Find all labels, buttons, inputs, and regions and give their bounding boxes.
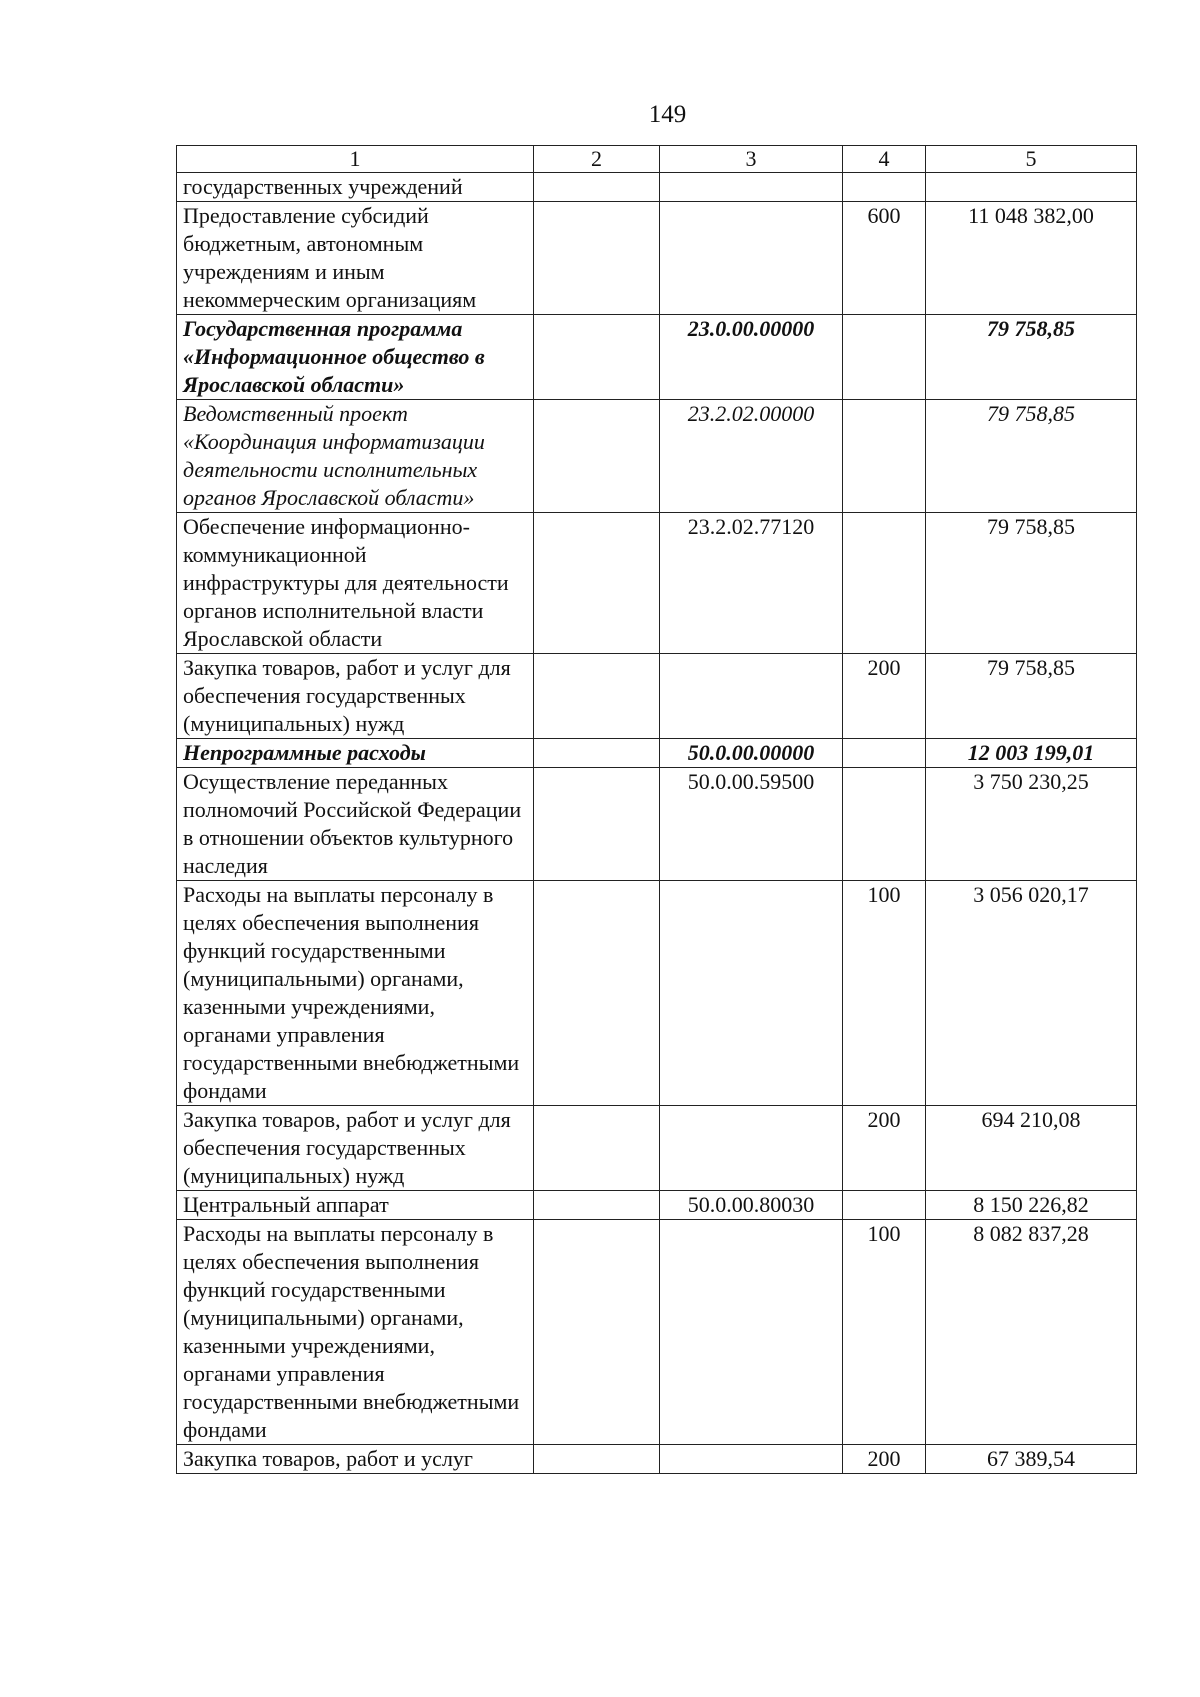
row-code [660,654,843,739]
row-amount: 8 082 837,28 [926,1220,1137,1445]
row-col2 [534,654,660,739]
table-row [177,400,1137,513]
table-row [177,654,1137,739]
budget-table [176,145,1137,1474]
header-col-5: 5 [926,146,1137,173]
row-col2 [534,315,660,400]
table-row [177,739,1137,768]
row-name: Ведомственный проект «Координация информатизации деятельности исполнительных органов Ярославской области» [177,400,534,513]
row-expense-type: 200 [843,1106,926,1191]
row-code: 23.2.02.00000 [660,400,843,513]
row-name: Расходы на выплаты персоналу в целях обеспечения выполнения функций государственными (муниципальными) органами, казенными учреждениями, органами управления государственными внебюджетными фондами [177,1220,534,1445]
row-expense-type [843,768,926,881]
header-col-1: 1 [177,146,534,173]
row-expense-type: 100 [843,1220,926,1445]
row-col2 [534,173,660,202]
row-code [660,202,843,315]
row-amount: 79 758,85 [926,654,1137,739]
row-code: 50.0.00.00000 [660,739,843,768]
table-row [177,768,1137,881]
row-col2 [534,400,660,513]
row-amount: 694 210,08 [926,1106,1137,1191]
row-col2 [534,1106,660,1191]
row-name: Государственная программа «Информационное общество в Ярославской области» [177,315,534,400]
row-expense-type [843,513,926,654]
header-col-4: 4 [843,146,926,173]
table-row [177,513,1137,654]
row-amount: 12 003 199,01 [926,739,1137,768]
table-row [177,1106,1137,1191]
row-expense-type [843,1191,926,1220]
row-col2 [534,513,660,654]
row-col2 [534,1445,660,1474]
row-expense-type: 200 [843,654,926,739]
row-col2 [534,739,660,768]
row-amount: 79 758,85 [926,400,1137,513]
table-row [177,1445,1137,1474]
table-body [177,173,1137,1474]
row-col2 [534,202,660,315]
table-row [177,202,1137,315]
row-name: Закупка товаров, работ и услуг для обеспечения государственных (муниципальных) нужд [177,1106,534,1191]
row-expense-type [843,400,926,513]
row-amount: 67 389,54 [926,1445,1137,1474]
header-col-2: 2 [534,146,660,173]
table-row [177,173,1137,202]
row-name: Центральный аппарат [177,1191,534,1220]
row-amount: 3 750 230,25 [926,768,1137,881]
row-amount: 79 758,85 [926,513,1137,654]
row-amount: 8 150 226,82 [926,1191,1137,1220]
table-row [177,881,1137,1106]
row-amount: 11 048 382,00 [926,202,1137,315]
row-name: Закупка товаров, работ и услуг для обеспечения государственных (муниципальных) нужд [177,654,534,739]
row-code [660,881,843,1106]
row-code [660,173,843,202]
row-name: государственных учреждений [177,173,534,202]
row-name: Обеспечение информационно-коммуникационной инфраструктуры для деятельности органов исполнительной власти Ярославской области [177,513,534,654]
row-name: Закупка товаров, работ и услуг [177,1445,534,1474]
row-code [660,1220,843,1445]
row-code: 23.0.00.00000 [660,315,843,400]
page-number: 149 [648,101,687,128]
table-row [177,1191,1137,1220]
row-amount: 79 758,85 [926,315,1137,400]
row-col2 [534,768,660,881]
row-col2 [534,1191,660,1220]
row-expense-type: 200 [843,1445,926,1474]
row-name: Расходы на выплаты персоналу в целях обеспечения выполнения функций государственными (муниципальными) органами, казенными учреждениями, органами управления государственными внебюджетными фондами [177,881,534,1106]
row-name: Осуществление переданных полномочий Российской Федерации в отношении объектов культурного наследия [177,768,534,881]
row-name: Непрограммные расходы [177,739,534,768]
row-code: 23.2.02.77120 [660,513,843,654]
row-expense-type [843,739,926,768]
table-row [177,1220,1137,1445]
row-expense-type: 600 [843,202,926,315]
header-row [177,146,1137,173]
row-amount [926,173,1137,202]
row-code [660,1445,843,1474]
row-col2 [534,881,660,1106]
row-code: 50.0.00.80030 [660,1191,843,1220]
row-expense-type [843,315,926,400]
row-amount: 3 056 020,17 [926,881,1137,1106]
row-code: 50.0.00.59500 [660,768,843,881]
row-expense-type: 100 [843,881,926,1106]
header-col-3: 3 [660,146,843,173]
row-name: Предоставление субсидий бюджетным, автономным учреждениям и иным некоммерческим организациям [177,202,534,315]
table-row [177,315,1137,400]
row-expense-type [843,173,926,202]
row-col2 [534,1220,660,1445]
row-code [660,1106,843,1191]
